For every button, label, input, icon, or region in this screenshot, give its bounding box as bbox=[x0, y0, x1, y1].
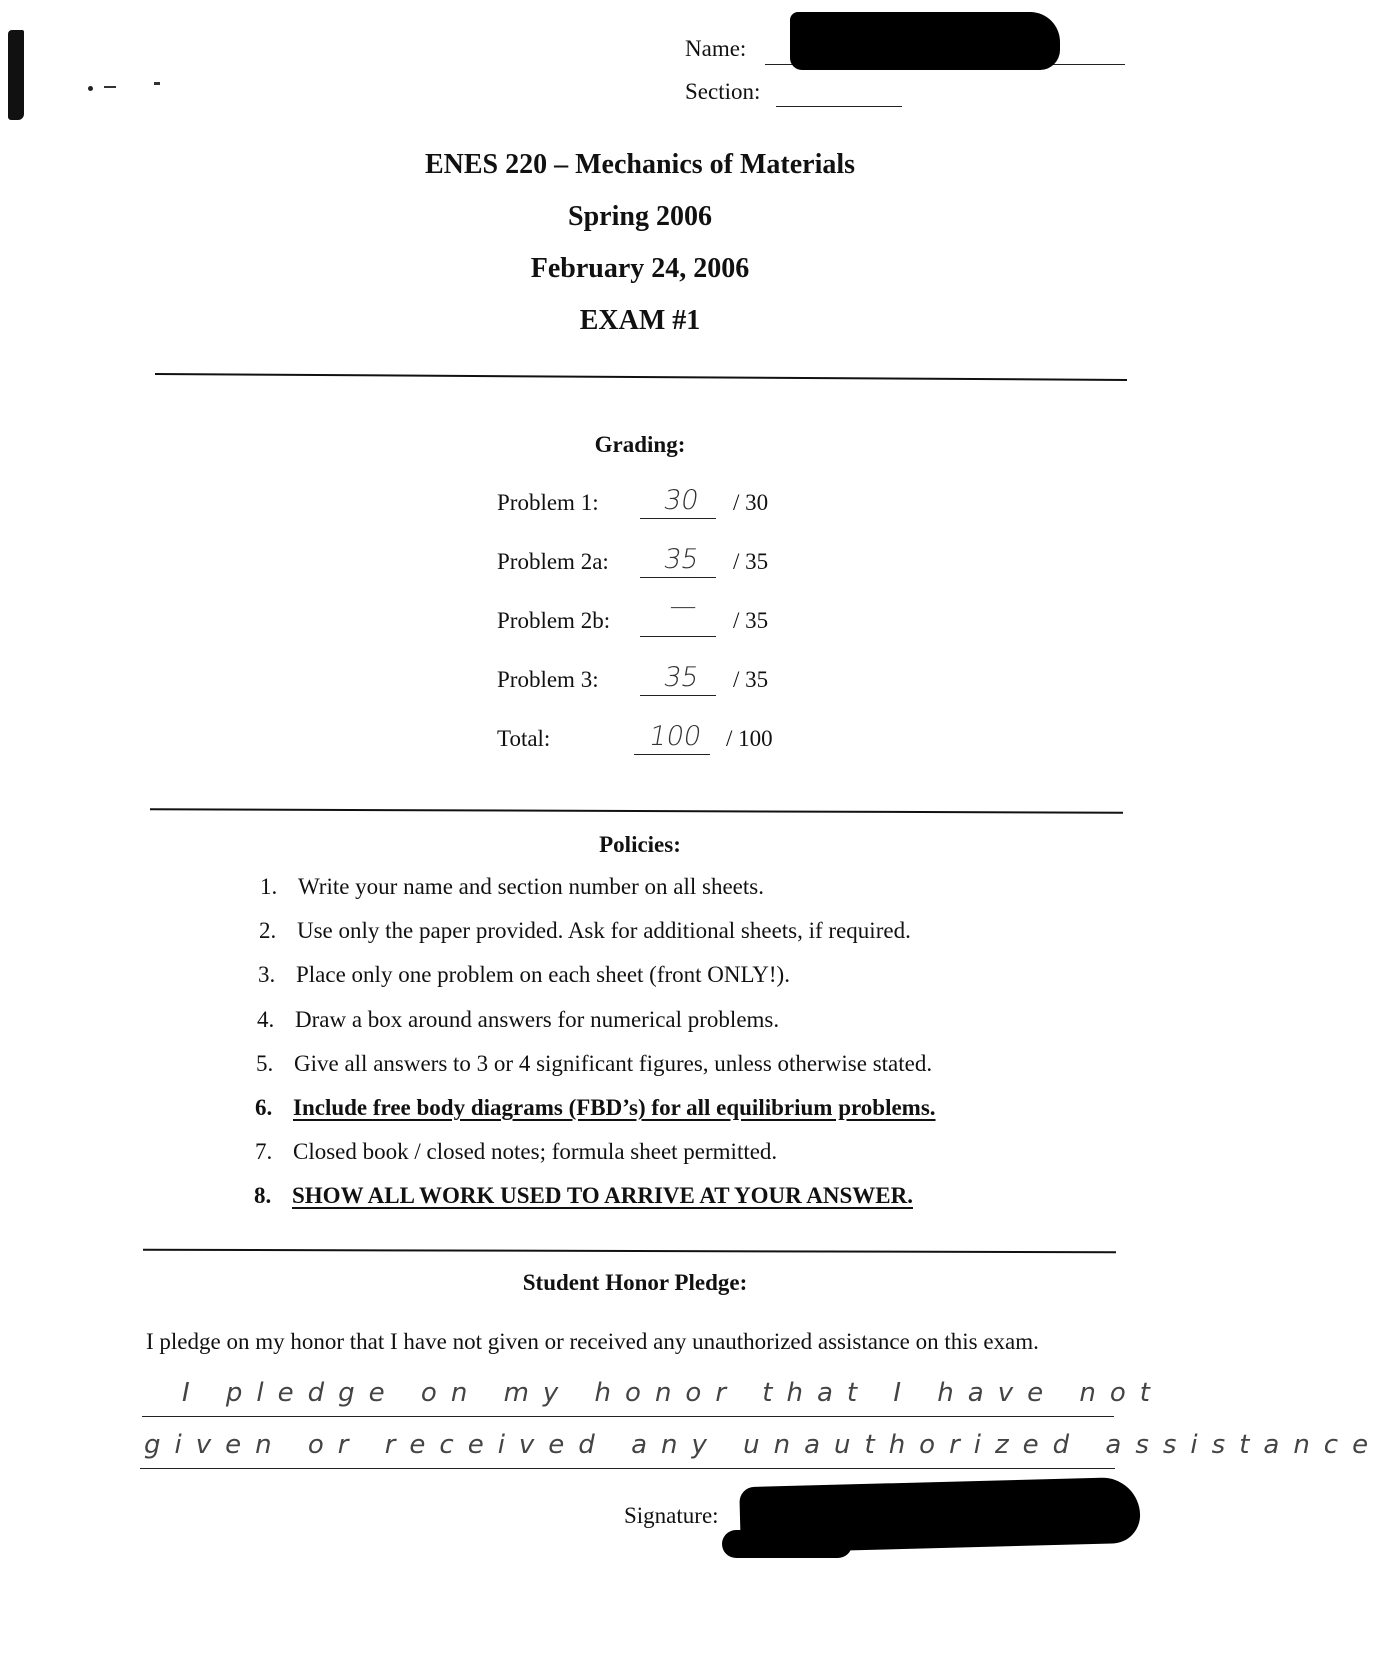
policy-number: 5. bbox=[256, 1051, 274, 1076]
policy-text: Place only one problem on each sheet (front ONLY!). bbox=[296, 962, 790, 987]
grade-label-problem-3: Problem 3: bbox=[497, 667, 599, 692]
section-label: Section: bbox=[685, 79, 761, 104]
policy-text: Draw a box around answers for numerical problems. bbox=[295, 1007, 780, 1032]
handwritten-pledge-line-2: given or received any unauthorized assistance bbox=[140, 1425, 1115, 1469]
policy-text: Use only the paper provided. Ask for additional sheets, if required. bbox=[297, 918, 911, 943]
grade-label-problem-1: Problem 1: bbox=[497, 490, 599, 515]
grading-heading: Grading: bbox=[594, 432, 686, 457]
policy-number: 3. bbox=[258, 962, 276, 987]
policy-number: 6. bbox=[255, 1095, 273, 1120]
policy-text: Give all answers to 3 or 4 significant figures, unless otherwise stated. bbox=[294, 1051, 933, 1076]
policy-number: 4. bbox=[257, 1007, 275, 1032]
section-field[interactable] bbox=[776, 106, 902, 107]
grade-max-problem-1: / 30 bbox=[733, 490, 769, 515]
policy-text: SHOW ALL WORK USED TO ARRIVE AT YOUR ANSWER. bbox=[292, 1183, 913, 1208]
staple-mark bbox=[8, 30, 24, 120]
policy-text: Write your name and section number on all sheets. bbox=[298, 874, 764, 899]
divider-3 bbox=[143, 1249, 1116, 1254]
pledge-heading: Student Honor Pledge: bbox=[522, 1270, 748, 1295]
exam-title: EXAM #1 bbox=[579, 305, 701, 336]
policy-number: 7. bbox=[255, 1139, 273, 1164]
policy-item bbox=[255, 1095, 936, 1121]
grade-label-problem-2b: Problem 2b: bbox=[497, 608, 611, 633]
policy-number: 8. bbox=[254, 1183, 272, 1208]
pledge-text: I pledge on my honor that I have not given or received any unauthorized assistance on this exam. bbox=[146, 1329, 1039, 1354]
policy-item bbox=[256, 1051, 932, 1077]
scan-speck bbox=[154, 82, 160, 85]
grade-score-problem-1: 30 bbox=[640, 484, 722, 519]
grade-max-total: / 100 bbox=[726, 726, 773, 751]
policy-text: Closed book / closed notes; formula sheet permitted. bbox=[293, 1139, 778, 1164]
policy-text: Include free body diagrams (FBD’s) for all equilibrium problems. bbox=[293, 1095, 936, 1120]
grade-max-problem-2a: / 35 bbox=[733, 549, 769, 574]
grade-score-problem-2b: — bbox=[640, 602, 722, 637]
scan-speck bbox=[104, 86, 116, 88]
policy-item bbox=[257, 1007, 779, 1033]
policy-item bbox=[260, 874, 764, 900]
grade-max-problem-2b: / 35 bbox=[733, 608, 769, 633]
divider-2 bbox=[150, 808, 1123, 813]
signature-redaction bbox=[722, 1530, 852, 1558]
grade-score-problem-2a: 35 bbox=[640, 543, 722, 578]
name-label: Name: bbox=[685, 36, 747, 61]
policies-heading: Policies: bbox=[599, 832, 681, 857]
date-title: February 24, 2006 bbox=[530, 253, 750, 284]
signature-label: Signature: bbox=[624, 1503, 719, 1528]
grade-label-problem-2a: Problem 2a: bbox=[497, 549, 609, 574]
policy-number: 2. bbox=[259, 918, 277, 943]
policy-item bbox=[255, 1139, 777, 1165]
divider-1 bbox=[155, 373, 1127, 381]
handwritten-pledge-line-1: I pledge on my honor that I have not bbox=[142, 1373, 1114, 1417]
name-redaction bbox=[790, 12, 1060, 70]
course-title: ENES 220 – Mechanics of Materials bbox=[424, 149, 856, 180]
grade-score-problem-3: 35 bbox=[640, 661, 722, 696]
policy-item bbox=[254, 1183, 913, 1209]
grade-label-total: Total: bbox=[497, 726, 551, 751]
grade-score-total: 100 bbox=[634, 720, 716, 755]
grade-max-problem-3: / 35 bbox=[733, 667, 769, 692]
policy-number: 1. bbox=[260, 874, 278, 899]
term-title: Spring 2006 bbox=[568, 201, 712, 232]
policy-item bbox=[258, 962, 790, 988]
policy-item bbox=[259, 918, 911, 944]
scan-speck bbox=[88, 86, 93, 91]
